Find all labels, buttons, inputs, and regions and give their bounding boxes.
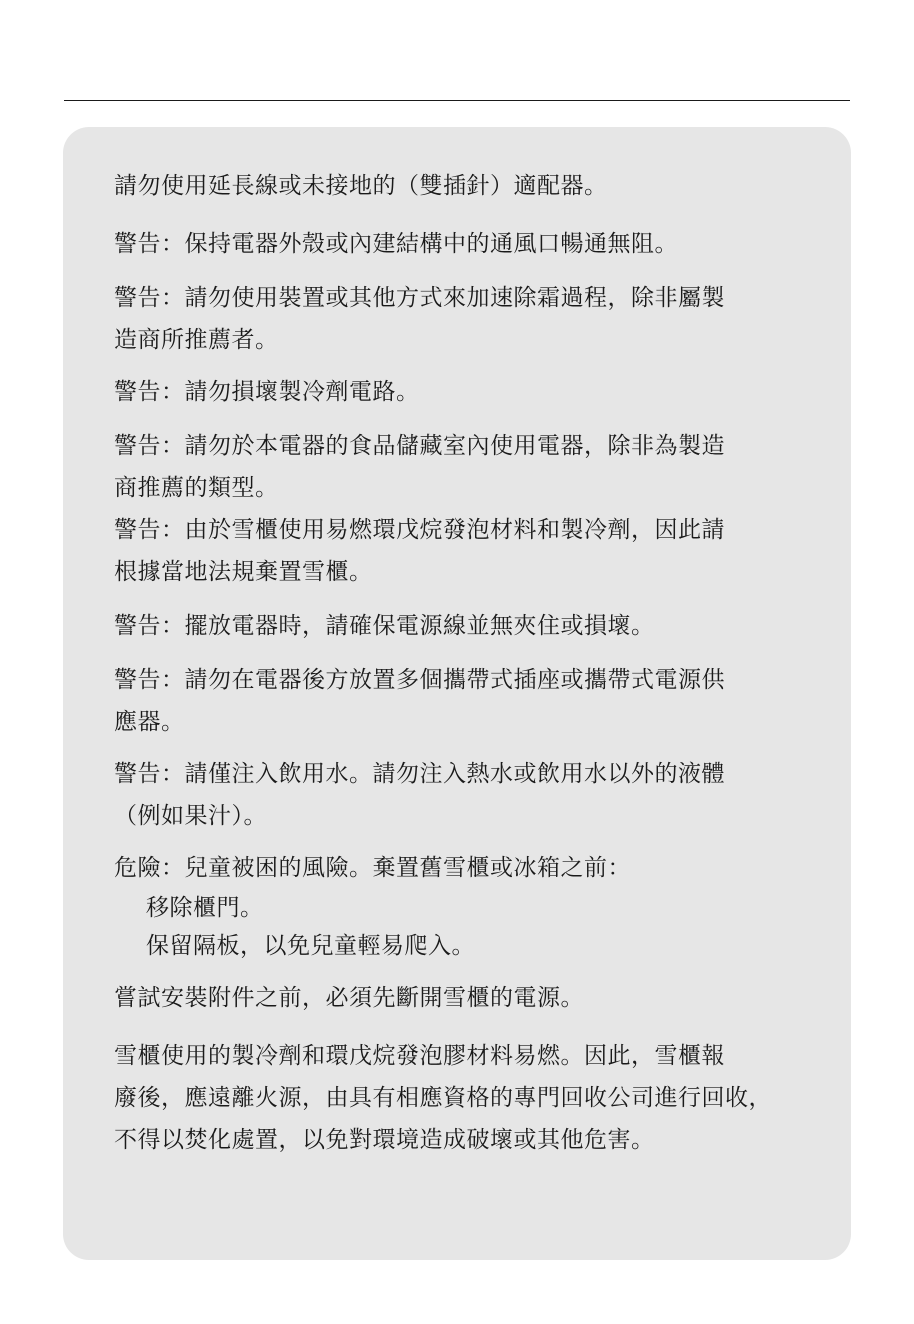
notice-adapter: 請勿使用延長線或未接地的（雙插針）適配器。	[114, 173, 608, 199]
warning-ventilation: 警告：保持電器外殼或內建結構中的通風口暢通無阻。	[114, 231, 678, 257]
warning-defrost: 警告：請勿使用裝置或其他方式來加速除霜過程，除非屬製 造商所推薦者。	[114, 285, 725, 353]
warning-drinking-water: 警告：請僅注入飲用水。請勿注入熱水或飲用水以外的液體 （例如果汁）。	[114, 761, 725, 829]
warning-disposal: 警告：由於雪櫃使用易燃環戊烷發泡材料和製冷劑，因此請 根據當地法規棄置雪櫃。	[114, 517, 725, 585]
warning-refrigerant-circuit: 警告：請勿損壞製冷劑電路。	[114, 379, 420, 405]
notice-flammable-recycling: 雪櫃使用的製冷劑和環戊烷發泡膠材料易燃。因此，雪櫃報 廢後，應遠離火源，由具有相應資格的專門回收公司進行回收， 不得以焚化處置，以免對環境造成破壞或其他危害。	[114, 1043, 772, 1153]
warnings-content	[114, 165, 814, 1161]
warning-food-compartment: 警告：請勿於本電器的食品儲藏室內使用電器，除非為製造 商推薦的類型。	[114, 433, 725, 501]
danger-step-remove-doors: 移除櫃門。	[146, 895, 264, 921]
header-rule	[64, 100, 850, 101]
danger-step-keep-shelves: 保留隔板，以免兒童輕易爬入。	[146, 933, 475, 959]
danger-entrapment: 危險：兒童被困的風險。棄置舊雪櫃或冰箱之前：	[114, 855, 631, 881]
notice-disconnect-power: 嘗試安裝附件之前，必須先斷開雪櫃的電源。	[114, 985, 584, 1011]
warning-power-cord: 警告：擺放電器時，請確保電源線並無夾住或損壞。	[114, 613, 655, 639]
warning-portable-sockets: 警告：請勿在電器後方放置多個攜帶式插座或攜帶式電源供 應器。	[114, 667, 725, 735]
warnings-panel	[63, 127, 851, 1260]
